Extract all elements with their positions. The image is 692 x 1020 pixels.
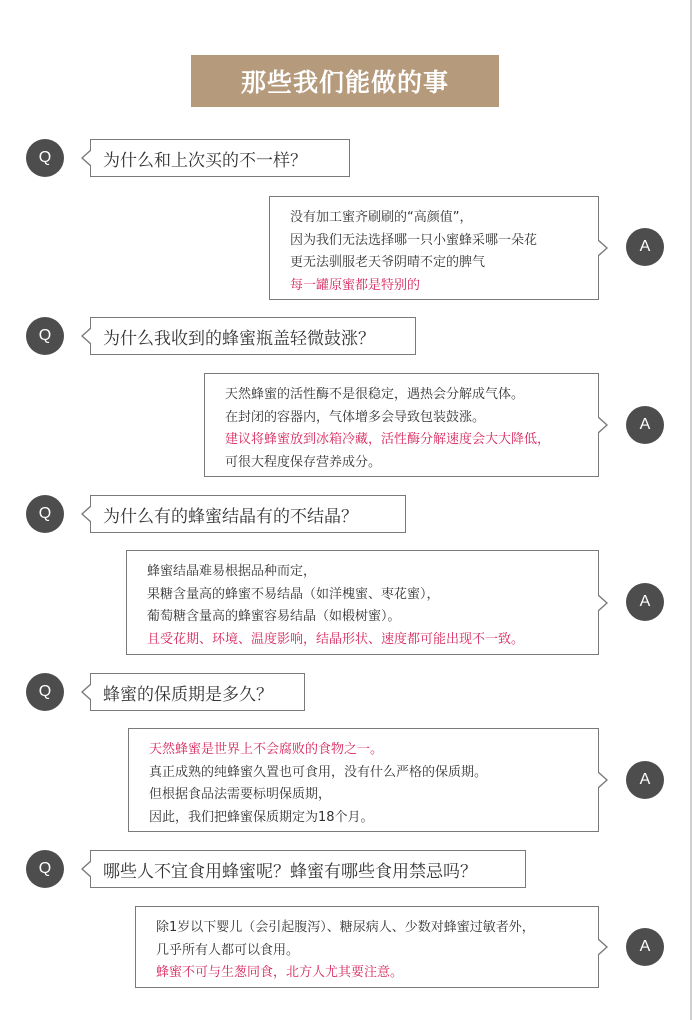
answer-5-line-1: 除1岁以下婴儿（会引起腹泻）、糖尿病人、少数对蜂蜜过敏者外， — [156, 920, 535, 935]
answer-4-line-3: 但根据食品法需要标明保质期， — [149, 787, 332, 802]
question-bubble-2 — [90, 317, 416, 355]
answer-3-line-1: 蜂蜜结晶难易根据品种而定， — [147, 564, 317, 579]
answer-1-line-1: 没有加工蜜齐刷刷的“高颜值”， — [290, 210, 473, 225]
answer-2-line-2: 在封闭的容器内，气体增多会导致包装鼓涨。 — [225, 409, 486, 425]
answer-badge-3: A — [626, 583, 664, 621]
answer-3-line-4: 且受花期、环境、温度影响，结晶形状、速度都可能出现不一致。 — [147, 631, 525, 647]
question-text-4: 蜂蜜的保质期是多久？ — [103, 684, 273, 705]
question-bubble-1 — [90, 139, 350, 177]
answer-3-line-2: 果糖含量高的蜂蜜不易结晶（如洋槐蜜、枣花蜜）， — [147, 586, 440, 602]
answer-5-line-2: 几乎所有人都可以食用。 — [156, 942, 300, 958]
question-text-5: 哪些人不宜食用蜂蜜呢？蜂蜜有哪些食用禁忌吗？ — [103, 861, 477, 882]
answer-5-line-3: 蜂蜜不可与生葱同食，北方人尤其要注意。 — [156, 965, 404, 980]
answer-bubble-5 — [135, 906, 599, 988]
answer-badge-5: A — [626, 928, 664, 966]
question-bubble-3 — [90, 495, 406, 533]
question-text-1: 为什么和上次买的不一样？ — [103, 150, 307, 171]
answer-2-line-4: 可很大程度保存营养成分。 — [225, 454, 382, 470]
question-text-2: 为什么我收到的蜂蜜瓶盖轻微鼓涨？ — [103, 328, 375, 349]
answer-badge-1: A — [626, 228, 664, 266]
answer-bubble-1 — [269, 196, 599, 300]
question-badge-3: Q — [26, 495, 64, 533]
answer-2-line-3: 建议将蜂蜜放到冰箱冷藏，活性酶分解速度会大大降低， — [225, 432, 551, 447]
answer-badge-4: A — [626, 761, 664, 799]
question-badge-1: Q — [26, 139, 64, 177]
answer-bubble-2 — [204, 373, 599, 477]
question-bubble-4 — [90, 673, 305, 711]
answer-4-line-4: 因此，我们把蜂蜜保质期定为18个月。 — [149, 809, 374, 825]
question-bubble-5 — [90, 850, 526, 888]
question-badge-2: Q — [26, 317, 64, 355]
answer-4-line-1: 天然蜂蜜是世界上不会腐败的食物之一。 — [149, 742, 384, 757]
question-badge-5: Q — [26, 850, 64, 888]
answer-2-line-1: 天然蜂蜜的活性酶不是很稳定，遇热会分解成气体。 — [225, 387, 525, 402]
question-badge-4: Q — [26, 673, 64, 711]
answer-1-line-2: 因为我们无法选择哪一只小蜜蜂采哪一朵花 — [290, 232, 538, 248]
answer-badge-2: A — [626, 406, 664, 444]
answer-3-line-3: 葡萄糖含量高的蜂蜜容易结晶（如椴树蜜）。 — [147, 609, 401, 624]
answer-bubble-3 — [126, 550, 599, 655]
answer-bubble-4 — [128, 728, 599, 832]
question-text-3: 为什么有的蜂蜜结晶有的不结晶？ — [103, 506, 358, 527]
answer-4-line-2: 真正成熟的纯蜂蜜久置也可食用，没有什么严格的保质期。 — [149, 764, 488, 780]
page-title: 那些我们能做的事 — [191, 55, 499, 107]
answer-1-line-4: 每一罐原蜜都是特别的 — [290, 277, 421, 293]
answer-1-line-3: 更无法驯服老天爷阴晴不定的脾气 — [290, 255, 486, 270]
